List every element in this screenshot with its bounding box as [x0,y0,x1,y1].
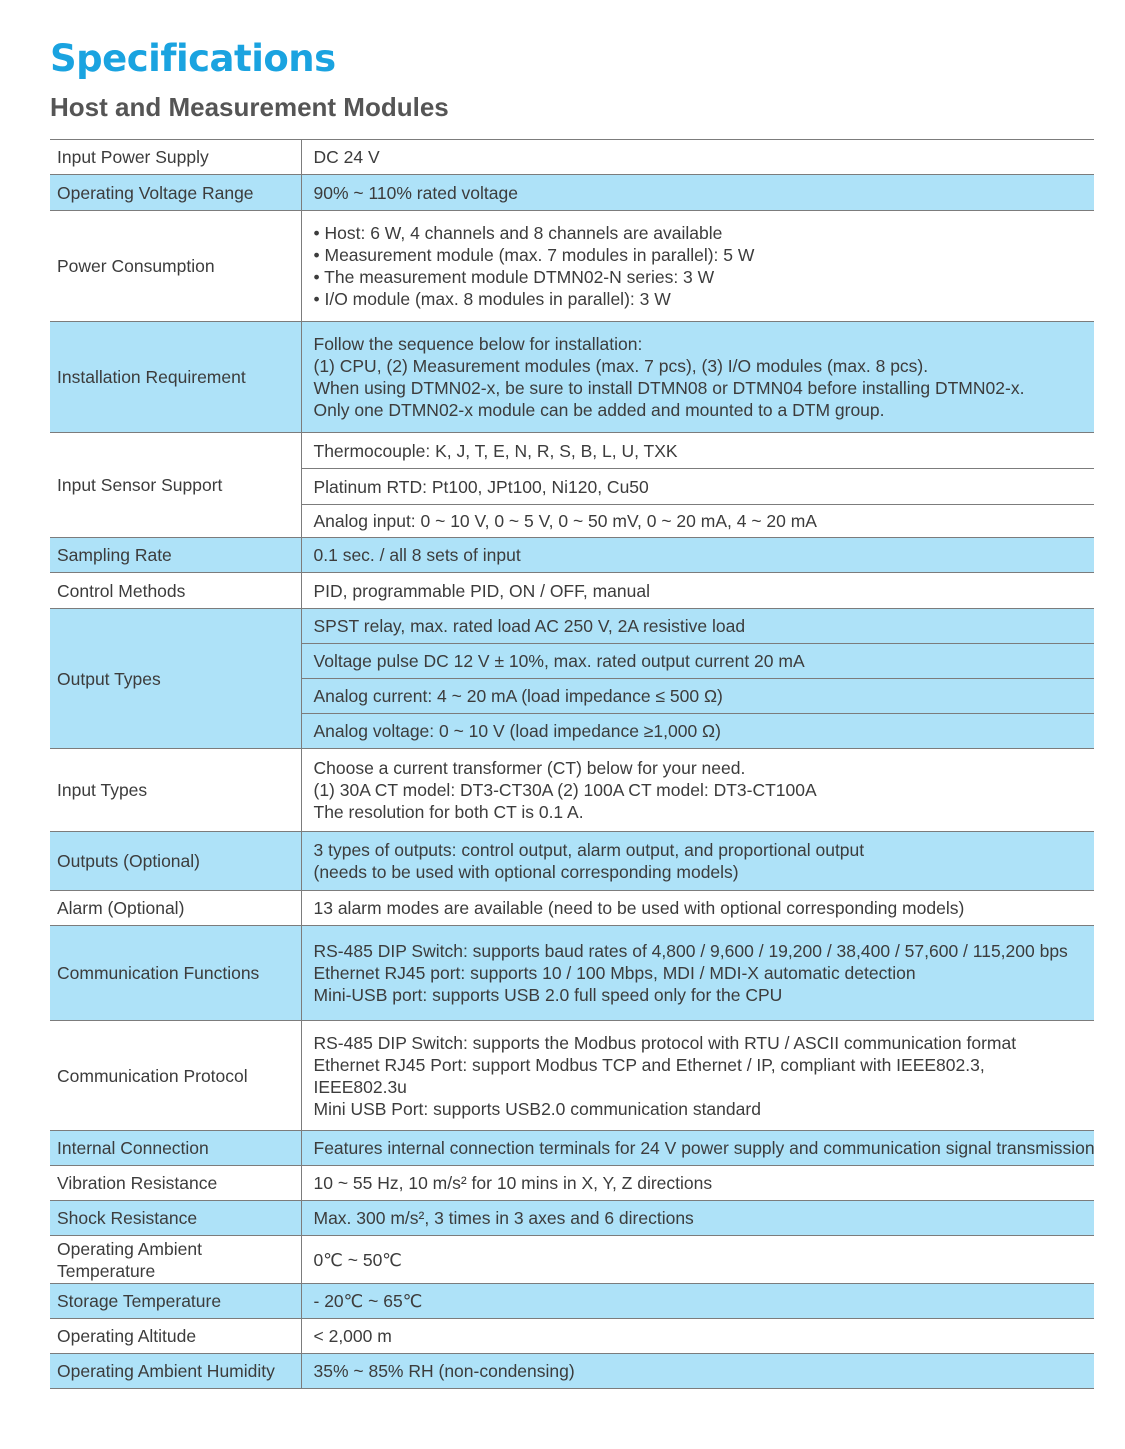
spec-label: Alarm (Optional) [50,891,301,926]
spec-row [50,140,1094,175]
spec-value [301,433,1094,469]
spec-value [301,538,1094,573]
spec-value [301,609,1094,644]
spec-value [301,469,1094,505]
spec-row [50,1236,1094,1284]
spec-row [50,1284,1094,1319]
spec-value [301,1131,1094,1166]
spec-value-line: • I/O module (max. 8 modules in parallel): 3 W [313,289,671,309]
spec-value-line: (1) 30A CT model: DT3-CT30A (2) 100A CT model: DT3-CT100A [313,780,817,800]
spec-value-line: When using DTMN02-x, be sure to install DTMN08 or DTMN04 before installing DTMN02-x. [313,378,1025,398]
spec-value-line: IEEE802.3u [313,1076,407,1097]
spec-value [301,573,1094,609]
spec-value-line: Mini-USB port: supports USB 2.0 full speed only for the CPU [313,985,783,1005]
spec-value [301,175,1094,211]
spec-value [301,679,1094,714]
spec-value-line: Ethernet RJ45 port: supports 10 / 100 Mbps, MDI / MDI-X automatic detection [313,963,916,983]
spec-value-line: Analog current: 4 ~ 20 mA (load impedance ≤ 500 Ω) [313,686,723,706]
spec-row [50,1021,1094,1131]
page-subtitle: Host and Measurement Modules [50,92,449,122]
spec-value-line: RS-485 DIP Switch: supports the Modbus protocol with RTU / ASCII communication format [313,1032,1017,1053]
spec-value-line: Max. 300 m/s², 3 times in 3 axes and 6 directions [313,1208,694,1228]
spec-value-line: (1) CPU, (2) Measurement modules (max. 7 pcs), (3) I/O modules (max. 8 pcs). [313,356,929,376]
spec-label-line: Operating Ambient [57,1238,202,1259]
spec-value [301,891,1094,926]
spec-label: Shock Resistance [50,1201,301,1236]
spec-value-line: Features internal connection terminals for 24 V power supply and communication signal transmission [313,1138,1095,1158]
spec-value-line: Analog input: 0 ~ 10 V, 0 ~ 5 V, 0 ~ 50 mV, 0 ~ 20 mA, 4 ~ 20 mA [313,511,817,531]
spec-value-line: PID, programmable PID, ON / OFF, manual [313,580,650,601]
spec-label: Vibration Resistance [50,1166,301,1201]
spec-value-line: Platinum RTD: Pt100, JPt100, Ni120, Cu50 [313,476,649,497]
spec-value [301,1354,1094,1389]
spec-value [301,1201,1094,1236]
spec-row [50,1354,1094,1389]
spec-value [301,644,1094,679]
spec-label: Operating Voltage Range [50,175,301,211]
spec-row [50,433,1094,469]
spec-label: Input Power Supply [50,140,301,175]
spec-label: Operating Ambient Humidity [50,1354,301,1389]
spec-label-line: Temperature [57,1260,156,1281]
spec-value-line: • The measurement module DTMN02-N series: 3 W [313,267,715,287]
spec-row [50,1201,1094,1236]
spec-value-line: 0℃ ~ 50℃ [313,1249,402,1270]
spec-value-line: Thermocouple: K, J, T, E, N, R, S, B, L, U, TXK [313,440,678,461]
spec-value-line: 90% ~ 110% rated voltage [313,182,518,203]
spec-value-line: Voltage pulse DC 12 V ± 10%, max. rated output current 20 mA [313,651,805,671]
specifications-table [50,139,1094,1389]
spec-label: Outputs (Optional) [50,832,301,891]
spec-label: Storage Temperature [50,1284,301,1319]
spec-row [50,1131,1094,1166]
spec-value-line: Only one DTMN02-x module can be added and mounted to a DTM group. [313,400,885,420]
spec-value [301,714,1094,749]
spec-value-line: RS-485 DIP Switch: supports baud rates of 4,800 / 9,600 / 19,200 / 38,400 / 57,600 / 115,200 bps [313,941,1068,961]
spec-value [301,1236,1094,1284]
spec-label: Communication Protocol [50,1021,301,1131]
spec-value-line: Ethernet RJ45 Port: support Modbus TCP and Ethernet / IP, compliant with IEEE802.3, [313,1054,985,1075]
spec-label: Control Methods [50,573,301,609]
spec-value-line: (needs to be used with optional corresponding models) [313,862,739,882]
spec-row [50,175,1094,211]
spec-value-line: 0.1 sec. / all 8 sets of input [313,545,521,565]
spec-row [50,1319,1094,1354]
spec-value-line: 13 alarm modes are available (need to be used with optional corresponding models) [313,898,965,918]
spec-label: Installation Requirement [50,322,301,433]
spec-value [301,832,1094,891]
spec-value-line: • Host: 6 W, 4 channels and 8 channels are available [313,223,723,243]
spec-label [50,1236,301,1284]
spec-label: Power Consumption [50,211,301,322]
spec-value-line: Analog voltage: 0 ~ 10 V (load impedance ≥1,000 Ω) [313,721,721,741]
spec-row [50,538,1094,573]
spec-label: Input Types [50,749,301,832]
page-title: Specifications [50,37,336,80]
spec-value [301,505,1094,538]
spec-value [301,140,1094,175]
spec-label: Operating Altitude [50,1319,301,1354]
spec-row [50,211,1094,322]
spec-value-line: < 2,000 m [313,1326,392,1346]
spec-row [50,926,1094,1021]
spec-row [50,573,1094,609]
spec-value-line: - 20℃ ~ 65℃ [313,1291,423,1311]
spec-value [301,1021,1094,1131]
spec-label: Internal Connection [50,1131,301,1166]
spec-value-line: 35% ~ 85% RH (non-condensing) [313,1361,575,1381]
spec-value-line: The resolution for both CT is 0.1 A. [313,802,584,822]
spec-label: Communication Functions [50,926,301,1021]
spec-value-line: Mini USB Port: supports USB2.0 communication standard [313,1098,761,1119]
spec-label: Output Types [50,609,301,749]
spec-value-line: 10 ~ 55 Hz, 10 m/s² for 10 mins in X, Y, Z directions [313,1173,713,1193]
spec-row [50,891,1094,926]
spec-value [301,211,1094,322]
spec-value-line: Choose a current transformer (CT) below for your need. [313,758,746,778]
spec-value-line: • Measurement module (max. 7 modules in parallel): 5 W [313,245,755,265]
spec-row [50,322,1094,433]
spec-value [301,1284,1094,1319]
spec-label: Sampling Rate [50,538,301,573]
spec-value-line: Follow the sequence below for installation: [313,334,643,354]
spec-value [301,1319,1094,1354]
spec-row [50,609,1094,644]
spec-value-line: 3 types of outputs: control output, alarm output, and proportional output [313,840,865,860]
spec-value [301,926,1094,1021]
spec-value [301,322,1094,433]
spec-row [50,832,1094,891]
spec-value-line: DC 24 V [313,147,380,167]
spec-row [50,1166,1094,1201]
spec-value [301,749,1094,832]
spec-label: Input Sensor Support [50,433,301,538]
spec-value [301,1166,1094,1201]
spec-value-line: SPST relay, max. rated load AC 250 V, 2A resistive load [313,616,746,636]
spec-row [50,749,1094,832]
